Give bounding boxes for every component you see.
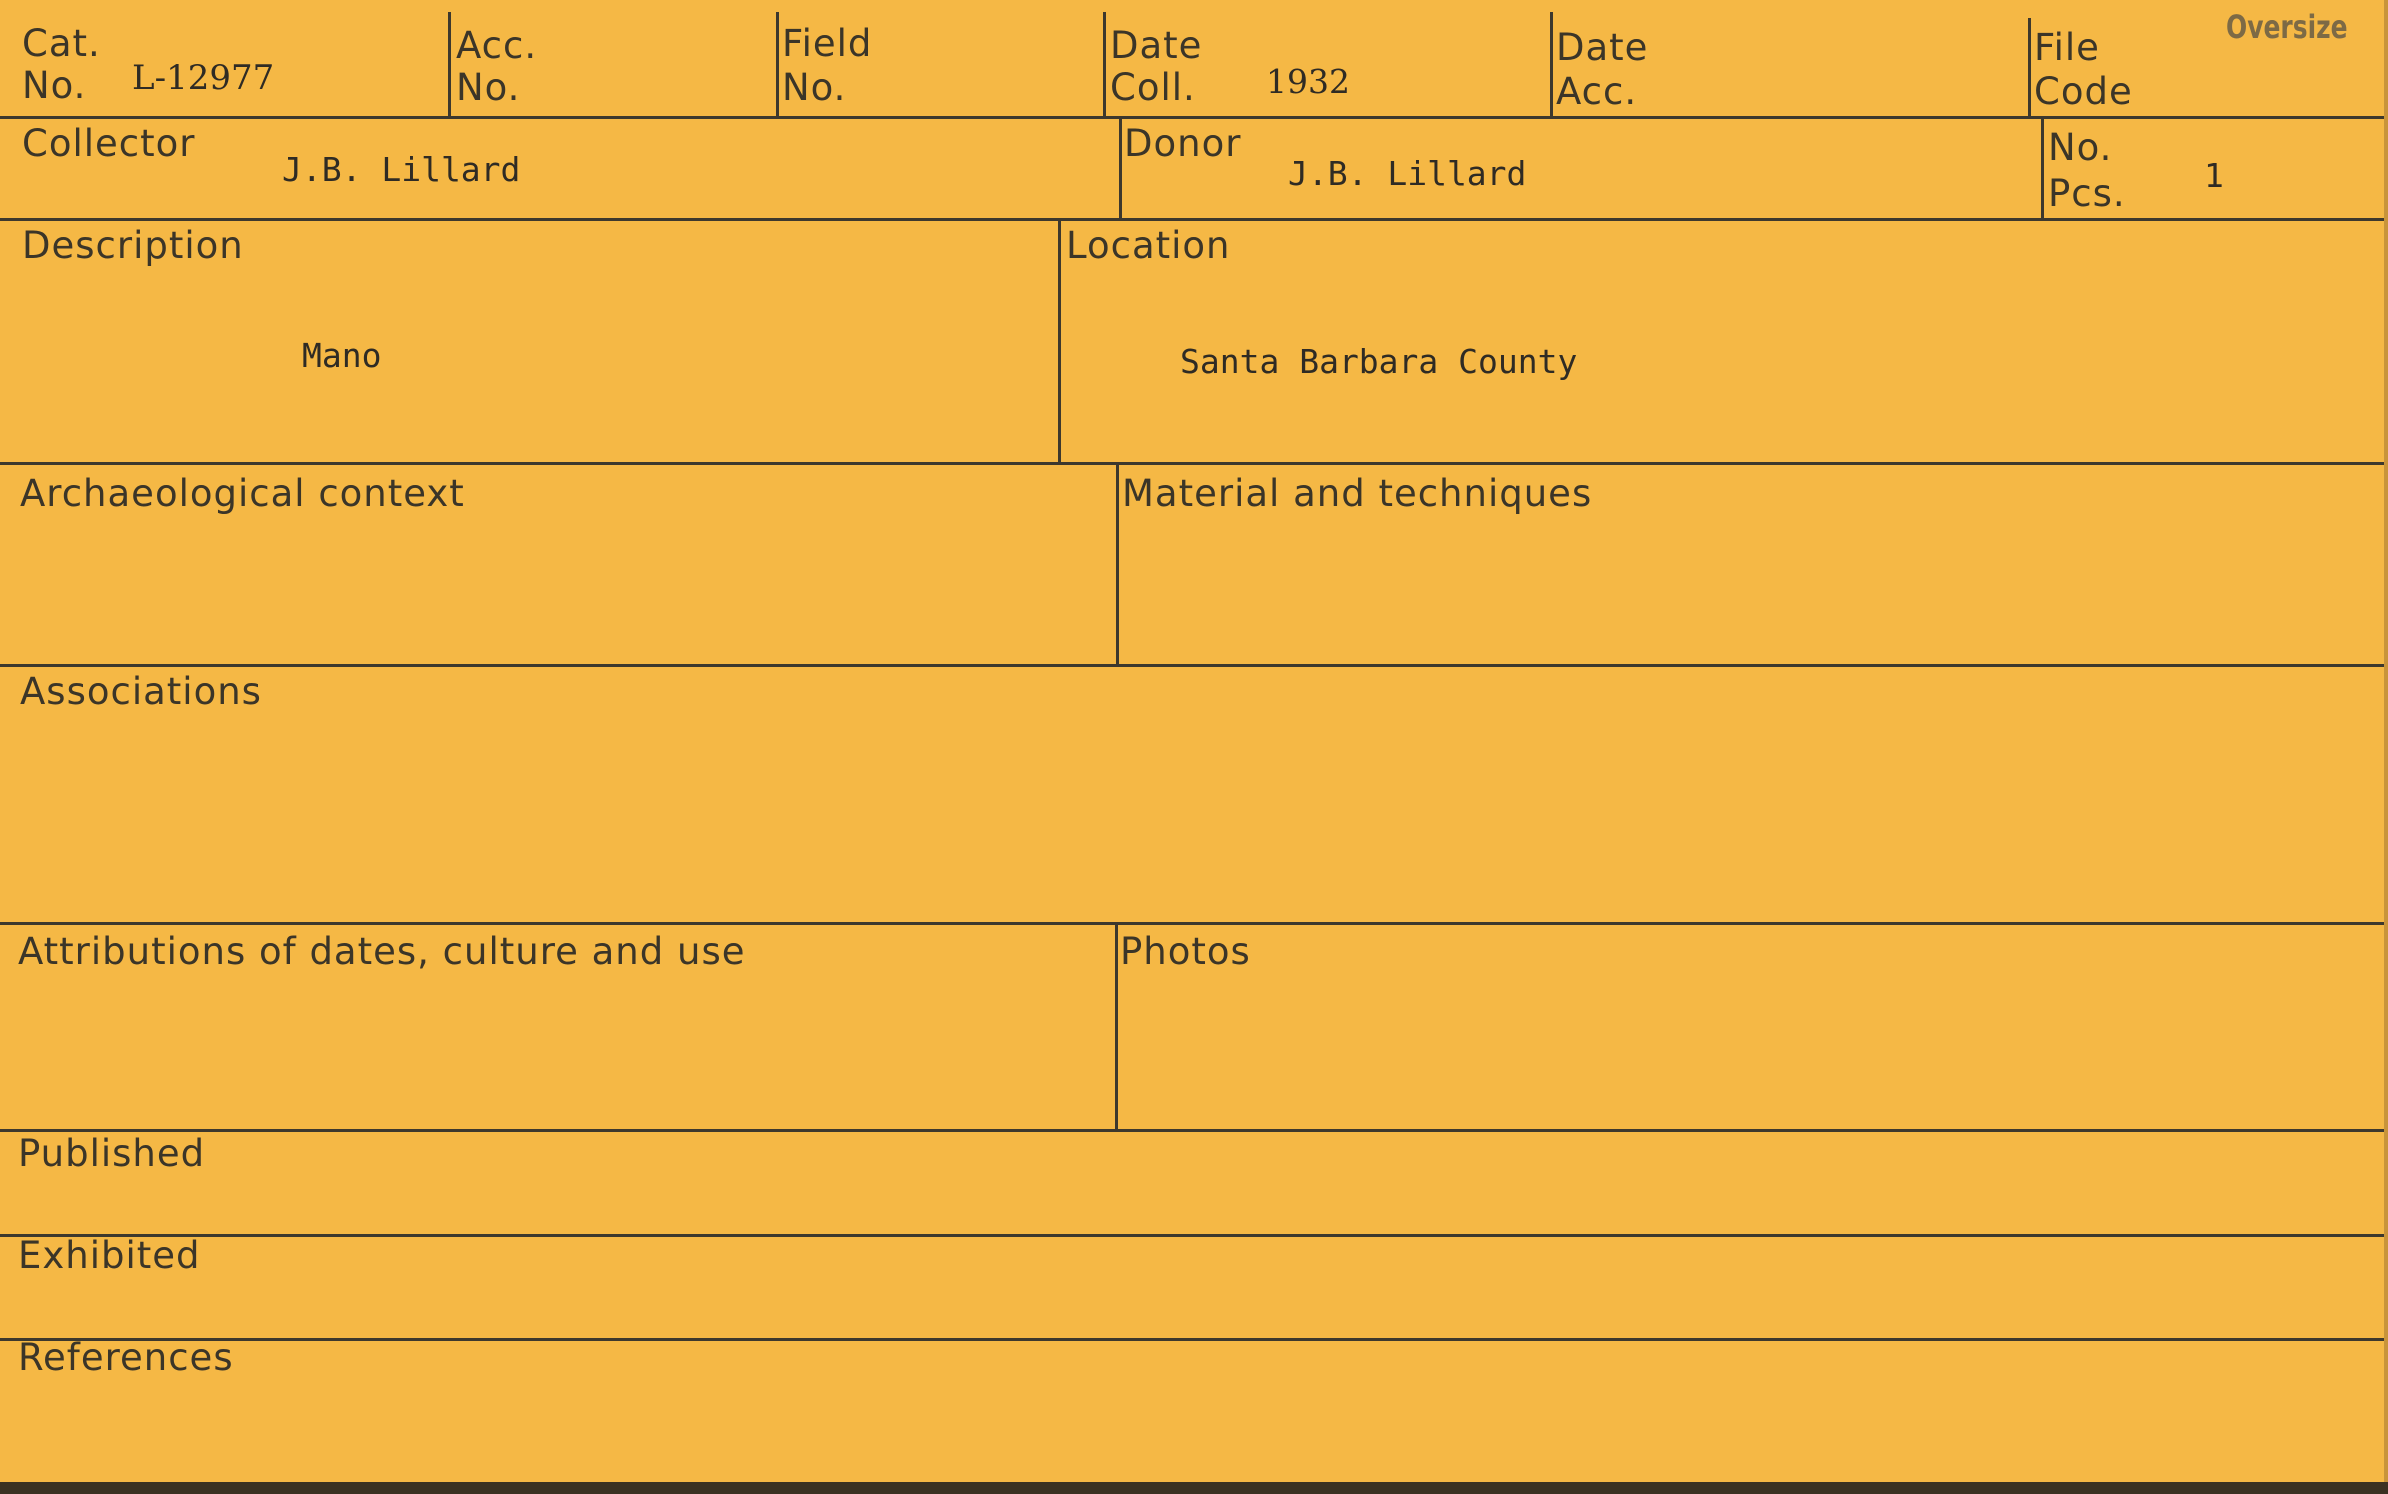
card-bottom-edge [0, 1482, 2388, 1494]
rule-v-description-location [1058, 218, 1061, 462]
collector-label: Collector [22, 122, 196, 165]
associations-label: Associations [20, 670, 262, 713]
date-coll-value: 1932 [1266, 62, 1350, 101]
field-no-label: No. [782, 66, 847, 109]
rule-v-field-datecoll [1103, 12, 1106, 116]
date-acc-label-bottom: Acc. [1556, 70, 1638, 113]
rule-v-donor-pcs [2041, 116, 2044, 218]
no-pcs-value: 1 [2204, 156, 2224, 195]
rule-context-bottom [0, 664, 2388, 667]
rule-header-bottom [0, 116, 2388, 119]
description-value: Mano [302, 336, 382, 375]
photos-label: Photos [1120, 930, 1251, 973]
acc-no-label: No. [456, 66, 521, 109]
rule-v-cat-acc [448, 12, 451, 116]
rule-exhibited-bottom [0, 1338, 2388, 1341]
rule-published-bottom [0, 1234, 2388, 1237]
rule-collector-bottom [0, 218, 2388, 221]
date-coll-label-top: Date [1110, 24, 1203, 67]
rule-v-collector-donor [1119, 116, 1122, 218]
rule-associations-bottom [0, 922, 2388, 925]
file-code-label-top: File [2034, 26, 2100, 69]
no-pcs-label-top: No. [2048, 126, 2113, 169]
donor-value: J.B. Lillard [1288, 154, 1527, 193]
published-label: Published [18, 1132, 206, 1175]
card-right-edge [2384, 0, 2388, 1494]
material-techniques-label: Material and techniques [1122, 472, 1593, 515]
cat-no-value: L-12977 [132, 58, 275, 98]
rule-v-acc-field [776, 12, 779, 116]
references-label: References [18, 1336, 234, 1379]
donor-label: Donor [1124, 122, 1242, 165]
cat-no-label: No. [22, 64, 87, 107]
cat-label: Cat. [22, 22, 101, 65]
location-value: Santa Barbara County [1180, 342, 1578, 381]
attributions-label: Attributions of dates, culture and use [18, 930, 746, 973]
file-code-label-bottom: Code [2034, 70, 2133, 113]
field-label: Field [782, 22, 873, 65]
archaeological-context-label: Archaeological context [20, 472, 465, 515]
description-label: Description [22, 224, 244, 267]
date-coll-label-bottom: Coll. [1110, 66, 1196, 109]
rule-attributions-bottom [0, 1129, 2388, 1132]
rule-v-datecoll-dateacc [1550, 12, 1553, 116]
rule-v-attributions-photos [1115, 922, 1118, 1129]
exhibited-label: Exhibited [18, 1234, 201, 1277]
acc-label: Acc. [456, 24, 538, 67]
date-acc-label-top: Date [1556, 26, 1649, 69]
location-label: Location [1066, 224, 1231, 267]
rule-v-dateacc-file [2028, 18, 2031, 116]
oversize-stamp: Oversize [2226, 8, 2348, 46]
no-pcs-label-bottom: Pcs. [2048, 172, 2126, 215]
rule-description-bottom [0, 462, 2388, 465]
collector-value: J.B. Lillard [282, 150, 521, 189]
rule-v-context-material [1116, 462, 1119, 664]
